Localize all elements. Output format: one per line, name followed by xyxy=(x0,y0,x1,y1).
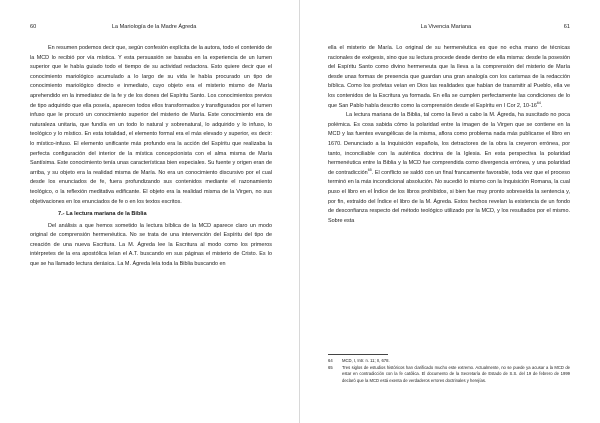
footnote-text: MCD, I, Intr. n. 11; II, 678. xyxy=(342,358,390,363)
footnote-rule xyxy=(328,354,388,355)
footnote-number: 65 xyxy=(328,364,333,370)
right-paragraph-1-text: ella el misterio de María. Lo original de su hermenéutica es que no echa mano de técnicas racionales de exégesis, sino que su lectura procede desde dentro de ella misma: desde la posesión del Espíritu Santo como divino hermeneuta que la lleva a la comprensión del misterio de María desde unas formas de presencia que guardan una gran analogía con los carismas de la redacción bíblica. Como los profetas veían en Dios las realidades que habían de transmitir al Pueblo, ella ve los contenidos de la Escritura ya formada. En ella se cumplen perfectamente las condiciones de lo que San Pablo había descrito como la comprensión desde el Espíritu en I Cor 2, 10-16 xyxy=(328,45,570,109)
right-page xyxy=(300,0,600,423)
left-page-number: 60 xyxy=(30,24,37,30)
right-page-header xyxy=(328,24,570,30)
right-paragraph-2-text: La lectura mariana de la Biblia, tal como la llevó a cabo la M. Ágreda, ha suscitado no poca polémica. Es cosa sabida cómo la polaridad entre la imagen de la Virgen que se contiene en la MCD y las fuentes evangélicas de la misma, aflora como problema nada más publicarse el libro en 1670. Denunciado a la Inquisición española, los detractores de la obra la creyeron errónea, por tanto, inconciliable con la auténtica doctrina de la Iglesia. En esta perspectiva la polaridad hermenéutica entre la Biblia y la MCD fue comprendida como divergencia errónea, y una polaridad de contradicción xyxy=(328,112,570,176)
right-running-title: La Vivencia Mariana xyxy=(420,24,472,30)
footnote-text: Tres siglos de estudios históricos han clarificado mucho este extremo. Actualmente, no se puede ya acusar a la MCD de estar en contradicción con la fe católica. El documento de la Secretaría de Estado de S.S. del 19 de febrero de 1999 declaró que la MCD está exenta de verdaderos errores doctrinales y herejías. xyxy=(342,364,570,383)
footnote-ref-65: 65 xyxy=(367,167,372,172)
footnote-ref-64: 64 xyxy=(536,100,541,105)
left-paragraph-2: Del análisis a que hemos sometido la lectura bíblica de la MCD aparece claro un modo original de comprensión hermenéutica. No se trata de una intervención del Espíritu del tipo de creación de una nueva Escritura. La M. Ágreda lee la Escritura al modo como los primeros intérpretes de la era apostólica leían el A.T. buscando en sus páginas el misterio de Cristo. Es lo que se ha llamado lectura derásica. La M. Ágreda leía toda la Biblia buscando en xyxy=(30,222,272,268)
footnote-number: 64 xyxy=(328,358,333,363)
section-title: 7.- La lectura mariana de la Biblia xyxy=(58,211,147,218)
right-paragraph-2-rest: . El conflicto se saldó con un final francamente favorable, toda vez que el proceso terminó en la más incondicional absolución. No sucedió lo mismo con la Inquisición Romana, la cual puso el libro en el Índice de los libros prohibidos, si bien fue muy pronto sobreseída la sentencia y, por fin, extraído del Índice el libro de la M. Ágreda. Estos hechos revelan la existencia de un fondo de desconfianza respecto del método teológico utilizado por la MCD, y los resultados por el mismo. Sobre esta xyxy=(328,169,570,224)
left-running-title: La Mariología de la Madre Ágreda xyxy=(111,24,197,30)
footnote xyxy=(328,365,570,385)
right-paragraph-1: ella el misterio de María. Lo original de su hermenéutica es que no echa mano de técnicas racionales de exégesis, sino que su lectura procede desde dentro de ella misma: desde la posesión del Espíritu Santo como divino hermeneuta que la lleva a la comprensión del misterio de María desde unas formas de presencia que guardan una gran analogía con los carismas de la redacción bíblica. Como los profetas veían en Dios las realidades que habían de transmitir al Pueblo, ella ve los contenidos de la Escritura ya formada. En ella se cumplen perfectamente las condiciones de lo que San Pablo había descrito como la comprensión desde el Espíritu en I Cor 2, $10-16^{64}$. xyxy=(328,45,570,109)
left-page-header xyxy=(30,24,272,30)
footnotes xyxy=(328,354,570,384)
footnote xyxy=(328,358,570,365)
right-page-number: 61 xyxy=(563,24,570,30)
left-paragraph-1: En resumen podemos decir que, según confesión explícita de la autora, todo el contenido de la MCD lo recibió por vía mística. Y esta persuasión se basaba en la experiencia de un lumen superior que le había guiado todo el tiempo de su actividad redactora. Esto quiere decir que el conocimiento mariológico acumulado a lo largo de su vida le había procurado un tipo de conocimiento mariológico directo e inmediato, cuyo objeto era el misterio mismo de María aprehendido en la inmediatez de la fe y de los dones del Espíritu Santo. Los conocimientos previos de tipo adquirido que ella poseía, aparecen todos ellos transformados y transfigurados por el lumen infuso que le procuró un conocimiento superior del misterio de María. Este conocimiento era de naturaleza unitaria, que fundía en un todo lo natural y sobrenatural, lo adquirido y lo infuso, lo teológico y lo místico. En esta totalidad, el elemento formal era el más elevado y superior, es decir: lo místico-infuso. El elemento unificante más profundo era la acción del Espíritu que realizaba la perfecta configuración del interior de la mística concepcionista con el alma misma de María Santísima. Este conocimiento tenía unas características bien especiales. Su fuente y origen eran de arriba, y su objeto era la realidad misma de María. No era un conocimiento discursivo por el cual desde los enunciados de fe, fuera profundizando sus contenidos mediante el razonamiento teológico, o la reflexión meditativa edificante. El objeto era la realidad misma de la Virgen, no sus objetivaciones en los enunciados de fe o en los textos escritos. xyxy=(30,45,272,205)
right-paragraph-2 xyxy=(328,111,570,226)
